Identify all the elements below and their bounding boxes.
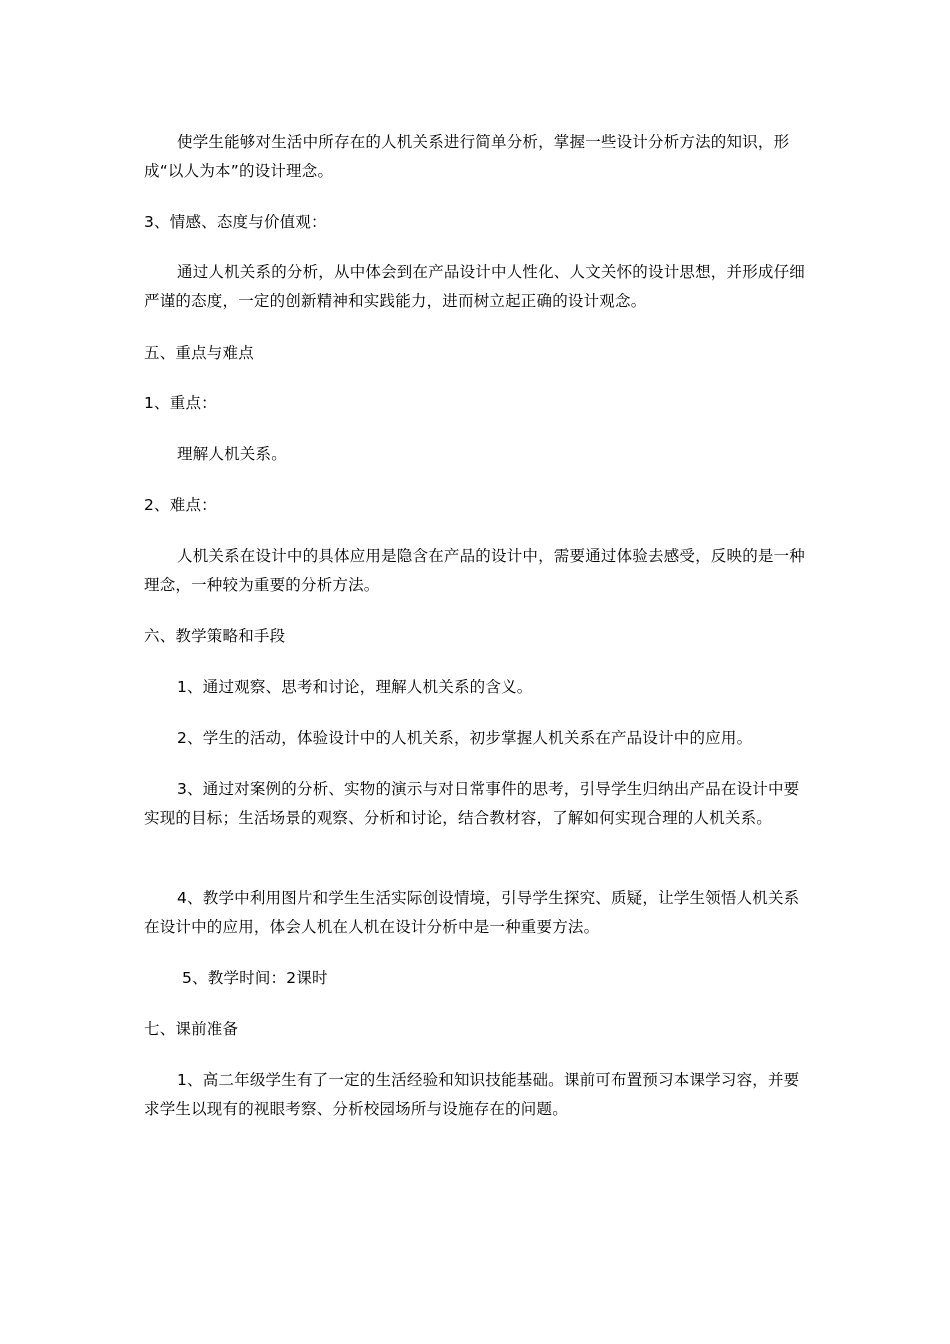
paragraph-key-point: 理解人机关系。 <box>177 445 287 463</box>
paragraph-difficult-point: 人机关系在设计中的具体应用是隐含在产品的设计中，需要通过体验去感受，反映的是一种理念，一种较为重要的分析方法。 <box>144 547 806 594</box>
paragraph-strategy-3: 3、通过对案例的分析、实物的演示与对日常事件的思考，引导学生归纳出产品在设计中要实现的目标；生活场景的观察、分析和讨论，结合教材容，了解如何实现合理的人机关系。 <box>144 780 800 827</box>
heading-teaching-strategy: 六、教学策略和手段 <box>144 627 286 645</box>
heading-emotion-attitude-values: 3、情感、态度与价值观： <box>144 213 327 231</box>
paragraph-teaching-time: 5、教学时间：2课时 <box>182 969 328 987</box>
heading-preparation: 七、课前准备 <box>144 1020 239 1038</box>
paragraph-strategy-2: 2、学生的活动，体验设计中的人机关系，初步掌握人机关系在产品设计中的应用。 <box>177 729 753 747</box>
paragraph-strategy-1: 1、通过观察、思考和讨论，理解人机关系的含义。 <box>177 678 533 696</box>
paragraph-strategy-4: 4、教学中利用图片和学生生活实际创设情境，引导学生探究、质疑，让学生领悟人机关系在设计中的应用，体会人机在人机在设计分析中是一种重要方法。 <box>144 889 800 936</box>
paragraph-emotion-goal: 通过人机关系的分析，从中体会到在产品设计中人性化、人文关怀的设计思想，并形成仔细严谨的态度，一定的创新精神和实践能力，进而树立起正确的设计观念。 <box>144 263 806 310</box>
paragraph-preparation-1: 1、高二年级学生有了一定的生活经验和知识技能基础。课前可布置预习本课学习容，并要求学生以现有的视眼考察、分析校园场所与设施存在的问题。 <box>144 1071 800 1118</box>
heading-key-and-difficult-points: 五、重点与难点 <box>144 344 254 362</box>
heading-key-point: 1、重点： <box>144 394 217 412</box>
heading-difficult-point: 2、难点： <box>144 496 217 514</box>
paragraph-objective-analysis: 使学生能够对生活中所存在的人机关系进行简单分析，掌握一些设计分析方法的知识，形成“以人为本”的设计理念。 <box>144 133 790 180</box>
